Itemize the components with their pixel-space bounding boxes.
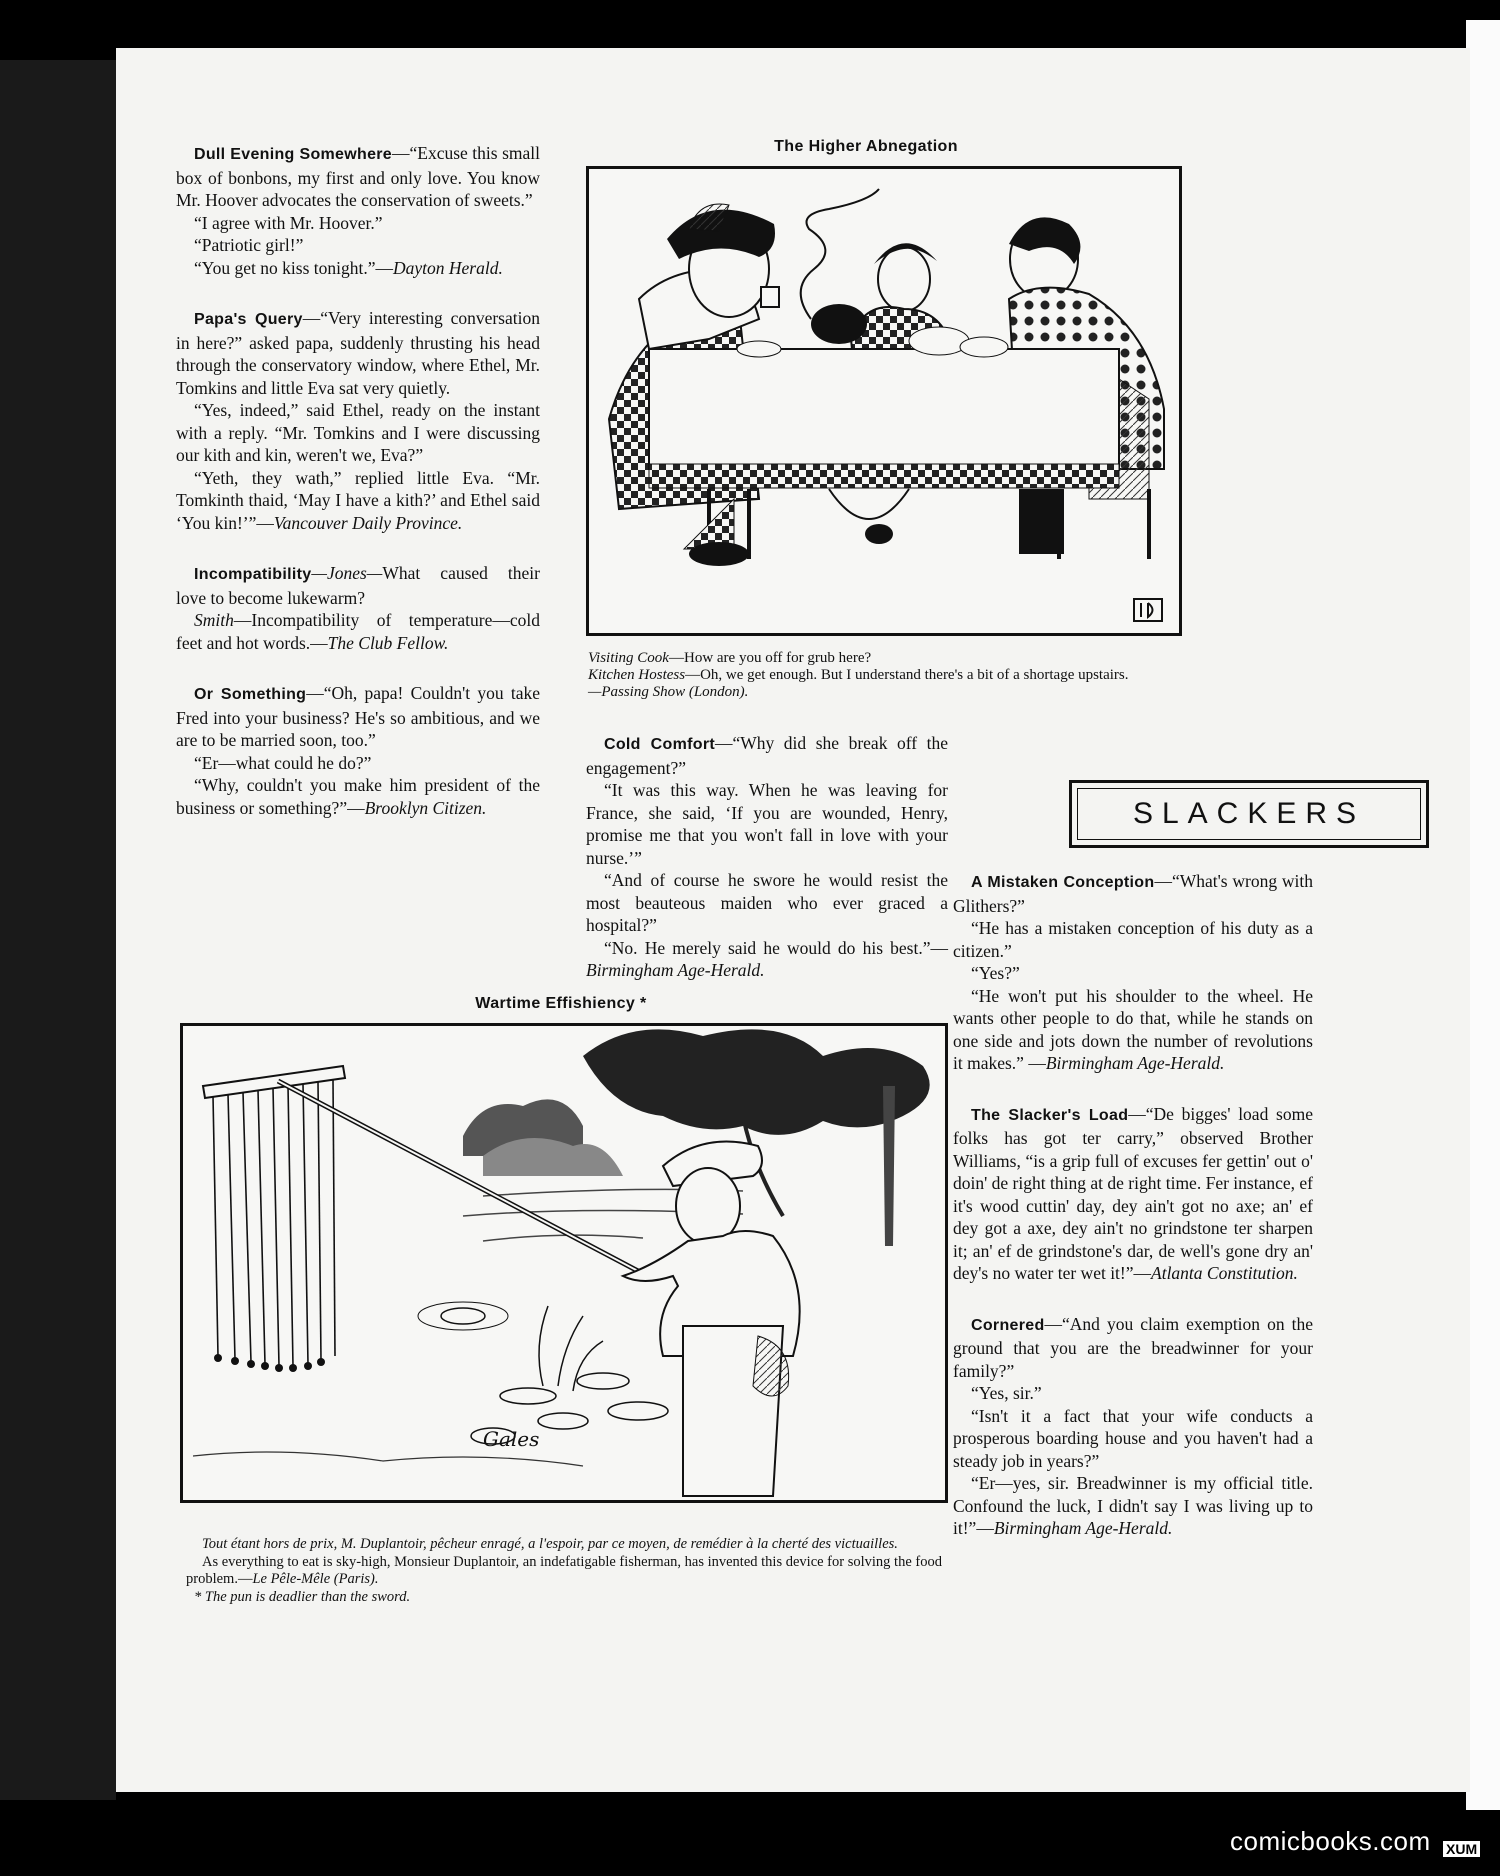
article-heading: Papa's Query [194,311,303,328]
article-papas-query [176,307,540,399]
source-credit: Dayton Herald. [393,257,503,278]
magazine-page [116,48,1470,1792]
article-heading: Cold Comfort [604,736,715,753]
article-slackers-load [953,1103,1313,1285]
article-heading: A Mistaken Conception [971,874,1155,891]
column-right [953,870,1313,1540]
xum-badge: XUM [1442,1840,1481,1858]
speaker-name: Kitchen Hostess [588,667,686,683]
caption-text: —How are you off for grub here? [668,650,872,666]
fisherman-illustration [183,1026,945,1500]
caption-text: —Oh, we get enough. But I understand there's a bit of a shortage upstairs. [685,667,1129,683]
article-dull-evening [176,142,540,212]
caption-wartime [186,1536,946,1606]
article-text [176,609,540,654]
speaker-name: Visiting Cook [588,650,669,666]
article-text [176,257,540,280]
site-watermark: comicbooks.com [1230,1826,1431,1856]
article-text: “It was this way. When he was leaving for France, she said, ‘If you are wounded, Henry, promise me that you won't fall in love with your nurse.’” [586,780,948,868]
tea-party-illustration [589,169,1179,633]
article-text [586,937,948,982]
article-text [176,774,540,819]
article-cold-comfort [586,732,948,779]
page-left-edge [0,60,116,1800]
article-text: —“What's wrong with Glithers?” [953,871,1313,916]
source-credit: Atlanta Constitution. [1151,1263,1298,1283]
footnote: * The pun is deadlier than the sword. [194,1589,411,1605]
page-right-edge [1466,20,1500,1810]
article-text: “Yeth, they wath,” replied little Eva. “Mr. Tomkinth thaid, ‘May I have a kith?’ and Ethel said ‘You kin!’”— [176,467,540,533]
article-text: —“And you claim exemption on the ground that you are the breadwinner for your family?” [953,1313,1313,1381]
slackers-banner-inner [1077,788,1421,840]
article-text: —“De bigges' load some folks has got ter carry,” observed Brother Williams, “is a grip full of excuses fer gettin' out o' doin' de right thing at de right time. Fer instance, ef it's wood cuttin' day, dey ain't got no axe; an' ef dey got a axe, dey ain't no grindstone ter sharpen it; an' ef de grindstone's dar, de well's gone dry an' dey's no water ter wet it!”— [953,1103,1313,1283]
article-text: “Er—yes, sir. Breadwinner is my official title. Confound the luck, I didn't say I was living up to it!”— [953,1473,1313,1538]
caption-english [186,1554,946,1588]
article-incompatibility [176,562,540,609]
caption-line [588,684,1438,701]
article-text [953,1472,1313,1540]
article-text: —“Excuse this small box of bonbons, my first and only love. You know Mr. Hoover advocates the conservation of sweets.” [176,143,540,210]
speaker-name: —Jones— [311,563,383,583]
article-text [176,467,540,535]
article-or-something [176,682,540,752]
article-text [953,985,1313,1075]
source-credit: Le Pêle-Mêle (Paris). [252,1571,379,1587]
cartoon-higher-abnegation [586,166,1182,636]
source-credit: Birmingham Age-Herald. [1045,1053,1225,1073]
source-credit: —Passing Show (London). [588,684,749,700]
cartoon-title-abnegation: The Higher Abnegation [774,138,958,155]
article-mistaken-conception [953,870,1313,917]
article-cornered [953,1313,1313,1383]
article-text: “He won't put his shoulder to the wheel. He wants other people to do that, while he stands on one side and jots down the number of revolutions it makes.” — [953,985,1313,1073]
article-heading: Dull Evening Somewhere [194,146,392,163]
article-heading: Or Something [194,686,307,703]
article-text: —“Why did she break off the engagement?” [586,733,948,778]
source-credit: Brooklyn Citizen. [364,797,487,818]
article-text: —Incompatibility of temperature—cold feet and hot words.— [176,610,540,653]
slackers-banner-text: SLACKERS [1132,797,1366,830]
slackers-banner [1069,780,1429,848]
article-text: “No. He merely said he would do his best.”— [604,937,948,958]
caption-line [588,650,1438,667]
article-heading: The Slacker's Load [971,1106,1129,1124]
column-left [176,142,540,819]
speaker-name: Smith [194,610,234,630]
cartoon-wartime-effishiency [180,1023,948,1503]
article-text: “Isn't it a fact that your wife conducts a prosperous boarding house and you haven't had a steady job in years?” [953,1405,1313,1471]
article-heading: Cornered [971,1316,1045,1334]
article-text: “And of course he swore he would resist the most beauteous maiden who ever graced a hospital?” [586,870,948,935]
artist-signature: Gales [483,1427,540,1451]
article-text: “Why, couldn't you make him president of the business or something?”— [176,775,540,818]
article-heading: Incompatibility [194,566,312,583]
caption-text: As everything to eat is sky-high, Monsieur Duplantoir, an indefatigable fisherman, has invented this device for solving the food problem.— [186,1554,942,1587]
source-credit: Birmingham Age-Herald. [993,1518,1173,1538]
article-text: What caused their love to become lukewarm? [176,563,540,608]
article-text: “You get no kiss tonight.”— [194,257,393,278]
article-text: —“Oh, papa! Couldn't you take Fred into your business? He's so ambitious, and we are to be married soon, too.” [176,683,540,750]
article-text: “Yes, sir.” [971,1383,1042,1403]
source-credit: Vancouver Daily Province. [273,512,463,533]
article-text: —“Very interesting conversation in here?” asked papa, suddenly thrusting his head through the conservatory window, where Ethel, Mr. Tomkins and little Eva sat very quietly. [176,308,540,398]
article-text: “Yes?” [971,963,1020,983]
caption-line [588,667,1438,684]
article-text: “Patriotic girl!” [194,235,304,255]
source-credit: Birmingham Age-Herald. [586,960,765,980]
article-text: “Yes, indeed,” said Ethel, ready on the instant with a reply. “Mr. Tomkins and I were discussing our kith and kin, weren't we, Eva?” [176,400,540,465]
article-text: “Er—what could he do?” [194,752,372,773]
caption-french: Tout étant hors de prix, M. Duplantoir, pêcheur enragé, a l'espoir, par ce moyen, de remédier à la cherté des victuailles. [202,1536,898,1552]
cartoon-title-wartime: Wartime Effishiency * [475,995,647,1012]
source-credit: The Club Fellow. [327,632,449,653]
caption-abnegation [588,650,1438,701]
article-text: “He has a mistaken conception of his duty as a citizen.” [953,918,1313,961]
article-text: “I agree with Mr. Hoover.” [194,212,383,233]
column-middle [586,732,948,982]
